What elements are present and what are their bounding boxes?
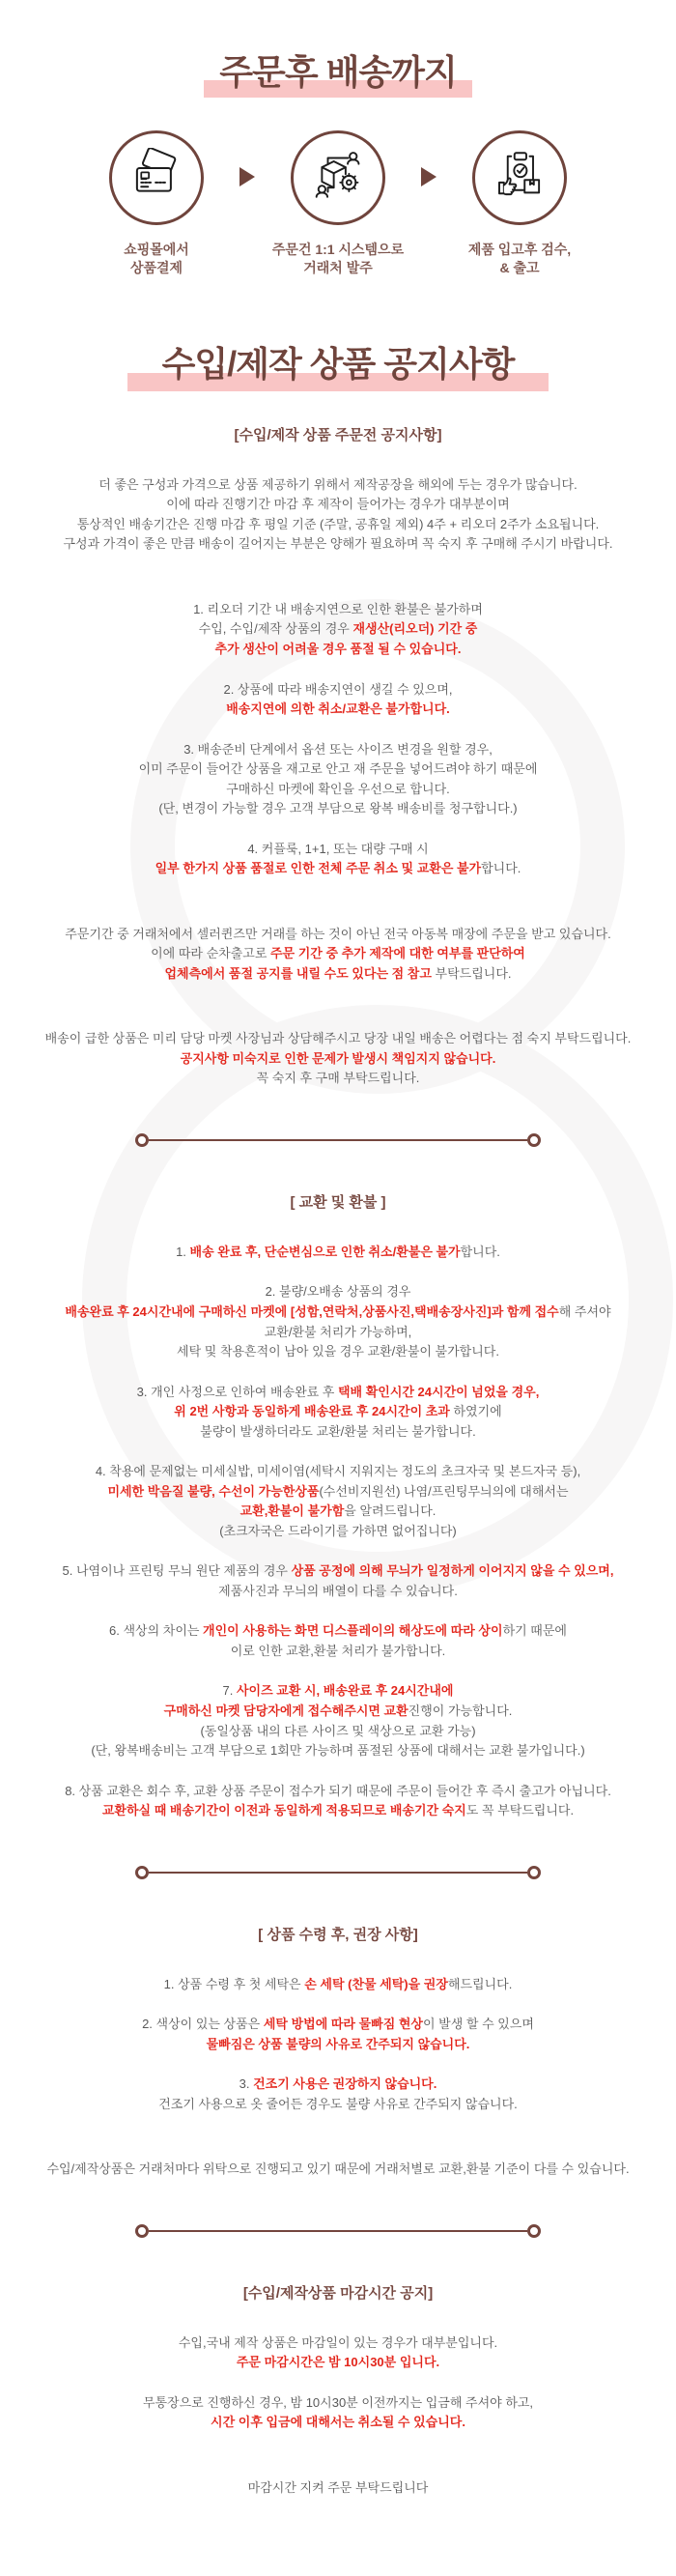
exchange-item-6: 6. 색상의 차이는 개인이 사용하는 화면 디스플레이의 해상도에 따라 상이하기 때문에 이로 인한 교환,환불 처리가 불가합니다. (109, 1623, 567, 1658)
arrow-right-icon (421, 167, 437, 186)
after-receipt-item-2: 2. 색상이 있는 상품은 세탁 방법에 따라 물빠짐 현상이 발생 할 수 있으며 물빠짐은 상품 불량의 사유로 간주되지 않습니다. (142, 2017, 534, 2051)
step-label-line2: 상품결제 (129, 260, 183, 276)
step-payment (75, 130, 238, 278)
arrow-right-icon (239, 167, 255, 186)
after-receipt-item-1: 1. 상품 수령 후 첫 세탁은 손 세탁 (찬물 세탁)을 권장해드립니다. (163, 1976, 513, 1991)
exchange-item-3: 3. 개인 사정으로 인하여 배송완료 후 택배 확인시간 24시간이 넘었을 경우, 위 2번 사항과 동일하게 배송완료 후 24시간이 초과 하였기에 불량이 발생하더라도 교환/환불 처리는 불가합니다. (136, 1384, 540, 1439)
consignment-note: 수입/제작상품은 거래처마다 위탁으로 진행되고 있기 때문에 거래처별로 교환,환불 기준이 다를 수 있습니다. (46, 2161, 630, 2177)
preorder-item-3: 3. 배송준비 단계에서 옵션 또는 사이즈 변경을 원할 경우, 이미 주문이 들어간 상품을 재고로 안고 재 주문을 넣어드려야 하기 때문에 구매하신 마켓에 확인을 우선으로 합니다. (단, 변경이 가능할 경우 고객 부담으로 왕복 배송비를 청구합니다.) (138, 741, 538, 816)
deadline-para-3: 마감시간 지켜 주문 부탁드립니다 (247, 2479, 429, 2495)
preorder-notice-section (0, 424, 676, 1089)
order-system-icon (311, 148, 365, 207)
exchange-refund-section (0, 1191, 676, 1821)
exchange-item-4: 4. 착용에 문제없는 미세실밥, 미세이염(세탁시 지워지는 정도의 초크자국 및 본드자국 등), 미세한 박음질 불량, 수선이 가능한상품(수선비지원선) 나염/프린팅무늬의에 대해서는 교환,환불이 불가함을 알려드립니다. (초크자국은 드라이기를 가하면 없어집니다) (95, 1464, 581, 1538)
order-process-steps (0, 130, 676, 278)
step-label-line2: 거래처 발주 (303, 260, 373, 276)
step-label-line1: 제품 입고후 검수, (467, 241, 572, 257)
step-circle (109, 130, 204, 225)
deadline-para-1: 수입,국내 제작 상품은 마감일이 있는 경우가 대부분입니다. 주문 마감시간은 밤 10시30분 입니다. (178, 2334, 498, 2370)
preorder-item-1: 1. 리오더 기간 내 배송지연으로 인한 환불은 불가하며 수입, 수입/제작 상품의 경우 재생산(리오더) 기간 중 추가 생산이 어려울 경우 품절 될 수 있습니다. (193, 601, 483, 656)
exchange-item-7: 7. 사이즈 교환 시, 배송완료 후 24시간내에 구매하신 마켓 담당자에게 접수해주시면 교환진행이 가능합니다. (동일상품 내의 다른 사이즈 및 색상으로 교환 가능) (단, 왕복배송비는 고객 부담으로 1회만 가능하며 품절된 상품에 대해서는 교환 불가입니다.) (91, 1683, 585, 1759)
exchange-item-1: 1. 배송 완료 후, 단순변심으로 인한 취소/환불은 불가합니다. (176, 1244, 500, 1259)
preorder-item-2: 2. 상품에 따라 배송지연이 생길 수 있으며, 배송지연에 의한 취소/교환은 불가합니다. (223, 681, 453, 717)
exchange-item-2: 2. 불량/오배송 상품의 경우 배송완료 후 24시간내에 구매하신 마켓에 [성함,연락처,상품사진,택배송장사진]과 함께 접수해 주셔야 교환/환불 처리가 가능하며, 세탁 및 착용흔적이 남아 있을 경우 교환/환불이 불가합니다. (65, 1284, 611, 1360)
preorder-sellerqueens-note: 주문기간 중 거래처에서 셀러퀸즈만 거래를 하는 것이 아닌 전국 아동복 매장에 주문을 받고 있습니다. 이에 따라 순차출고로 주문 기간 중 추가 제작에 대한 여부를 판단하여 업체측에서 품절 공지를 내릴 수도 있다는 점 참고 부탁드립니다. (65, 926, 611, 981)
step-label (468, 241, 571, 278)
step-order-system (257, 130, 419, 278)
step-label-line2: & 출고 (499, 260, 540, 276)
section-divider (135, 1133, 541, 1147)
divider-dot (135, 2224, 149, 2238)
notice-title-block (0, 343, 676, 391)
step-label (124, 241, 189, 278)
step-label (272, 241, 404, 278)
inspection-shipping-icon (493, 148, 547, 207)
divider-line (149, 2230, 527, 2232)
exchange-item-5: 5. 나염이나 프린팅 무늬 원단 제품의 경우 상품 공정에 의해 무늬가 일정하게 이어지지 않을 수 있으며, 제품사진과 무늬의 배열이 다를 수 있습니다. (62, 1563, 614, 1598)
step-circle (291, 130, 385, 225)
step-label-line1: 쇼핑몰에서 (124, 241, 189, 257)
divider-dot (527, 2224, 541, 2238)
after-receipt-section (0, 1924, 676, 2180)
exchange-item-8: 8. 상품 교환은 회수 후, 교환 상품 주문이 접수가 되기 때문에 주문이 들어간 후 즉시 출고가 아닙니다. 교환하실 때 배송기간이 이전과 동일하게 적용되므로 배송기간 숙지도 꼭 부탁드립니다. (65, 1783, 611, 1818)
section-divider (135, 2224, 541, 2238)
notice-title: 수입/제작 상품 공지사항 (127, 346, 549, 391)
divider-line (149, 1139, 527, 1141)
deadline-section (0, 2282, 676, 2499)
preorder-item-4: 4. 커플룩, 1+1, 또는 대량 구매 시 일부 한가지 상품 품절로 인한 전체 주문 취소 및 교환은 불가합니다. (155, 841, 521, 876)
deadline-para-2: 무통장으로 진행하신 경우, 밤 10시30분 이전까지는 입금해 주셔야 하고, 시간 이후 입금에 대해서는 취소될 수 있습니다. (142, 2394, 534, 2430)
preorder-urgent-note: 배송이 급한 상품은 미리 담당 마켓 사장님과 상담해주시고 당장 내일 배송은 어렵다는 점 숙지 부탁드립니다. 공지사항 미숙지로 인한 문제가 발생시 책임지지 않습니다. 꼭 숙지 후 구매 부탁드립니다. (44, 1031, 632, 1086)
divider-dot (527, 1866, 541, 1879)
page-title: 주문후 배송까지 (204, 54, 471, 98)
divider-dot (135, 1866, 149, 1879)
after-receipt-heading: [ 상품 수령 후, 권장 사항] (258, 1926, 418, 1943)
deadline-heading: [수입/제작상품 마감시간 공지] (242, 2284, 434, 2302)
section-divider (135, 1866, 541, 1879)
divider-dot (135, 1133, 149, 1147)
exchange-heading: [ 교환 및 환불 ] (290, 1193, 386, 1211)
after-receipt-item-3: 3. 건조기 사용은 권장하지 않습니다. 건조기 사용으로 옷 줄어든 경우도 불량 사유로 간주되지 않습니다. (158, 2076, 518, 2111)
order-to-delivery-title-block (0, 54, 676, 98)
step-circle (472, 130, 567, 225)
preorder-intro: 더 좋은 구성과 가격으로 상품 제공하기 위해서 제작공장을 해외에 두는 경우가 많습니다. 이에 따라 진행기간 마감 후 제작이 들어가는 경우가 대부분이며 통상적인 배송기간은 진행 마감 후 평일 기준 (주말, 공휴일 제외) 4주 + 리오더 2주가 소요됩니다. 구성과 가격이 좋은 만큼 배송이 길어지는 부분은 양해가 필요하며 꼭 숙지 후 구매해 주시기 바랍니다. (63, 476, 613, 552)
step-label-line1: 주문건 1:1 시스템으로 (271, 241, 405, 257)
payment-cards-icon (129, 148, 183, 207)
divider-line (149, 1872, 527, 1874)
step-inspection-shipping (438, 130, 601, 278)
preorder-heading: [수입/제작 상품 주문전 공지사항] (234, 426, 442, 444)
divider-dot (527, 1133, 541, 1147)
